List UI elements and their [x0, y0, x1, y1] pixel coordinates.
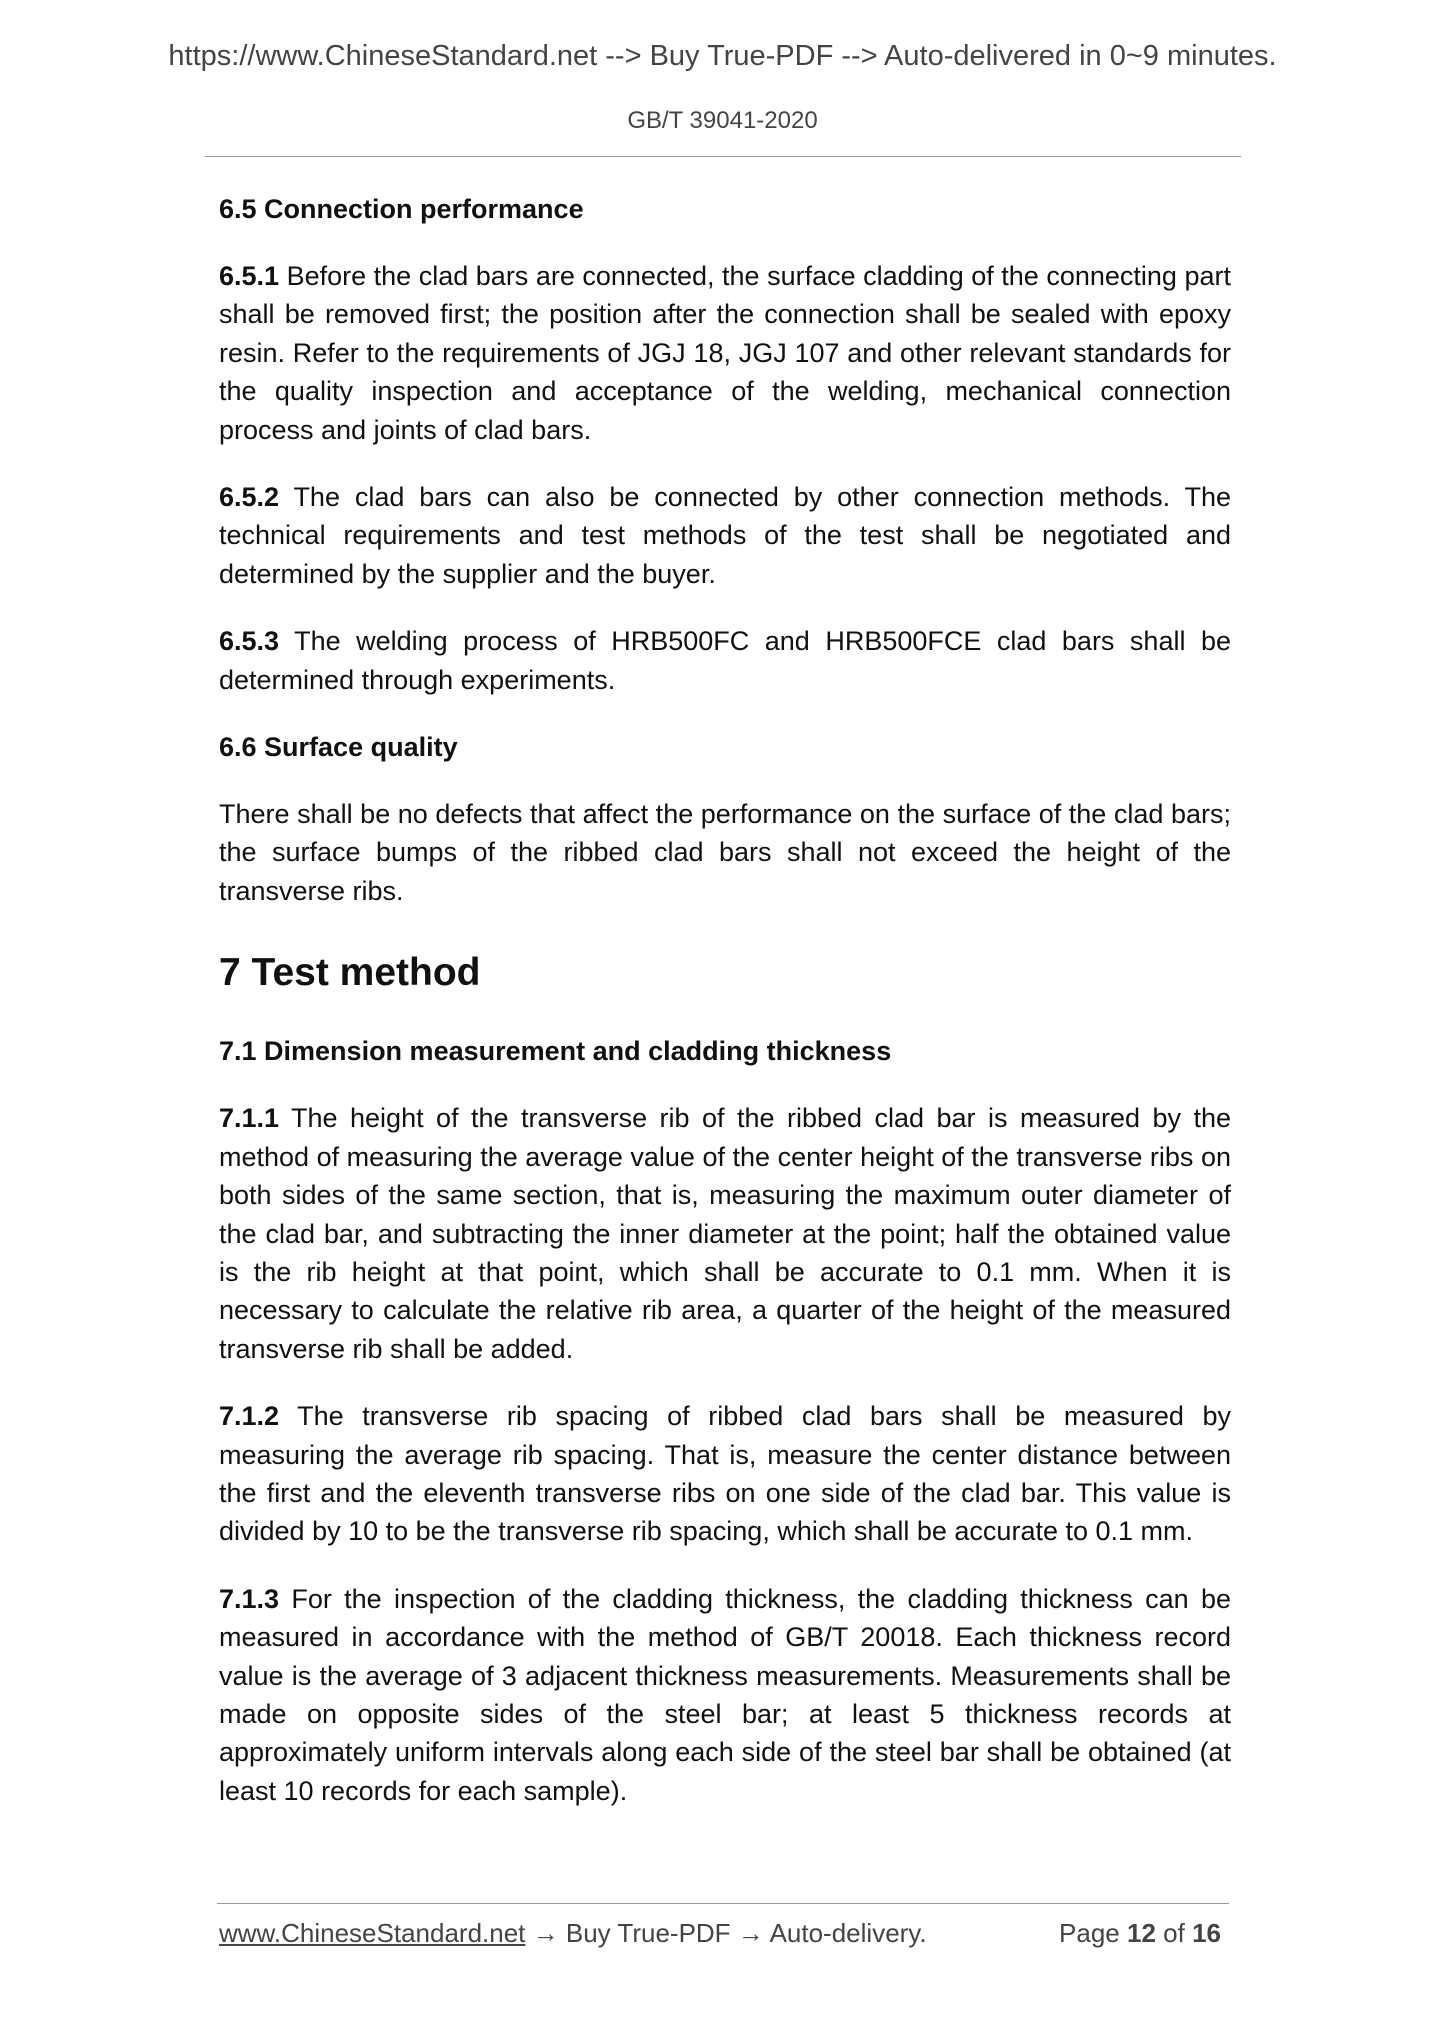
clause-number: 7.1.3: [219, 1583, 280, 1614]
clause-6-5-2: [219, 478, 1231, 593]
clause-7-1-2: [219, 1397, 1231, 1551]
clause-text: Before the clad bars are connected, the surface cladding of the connecting part shall be removed first; the position after the connection shall be sealed with epoxy resin. Refer to the requirements of JGJ 18, JGJ 107 and other relevant standards for the quality inspection and acceptance of the welding, mechanical connection process and joints of clad bars.: [219, 261, 1231, 445]
clause-7-1-1: [219, 1099, 1231, 1368]
clause-text: The welding process of HRB500FC and HRB500FCE clad bars shall be determined through experiments.: [219, 626, 1231, 695]
clause-6-5-1: [219, 257, 1231, 449]
footer-site-link[interactable]: www.ChineseStandard.net: [219, 1918, 526, 1948]
clause-number: 6.5.2: [219, 482, 280, 513]
total-pages: 16: [1192, 1918, 1221, 1948]
clause-text: The height of the transverse rib of the ribbed clad bar is measured by the method of measuring the average value of the center height of the transverse ribs on both sides of the same section, that is, measuring the maximum outer diameter of the clad bar, and subtracting the inner diameter at the point; half the obtained value is the rib height at that point, which shall be accurate to 0.1 mm. When it is necessary to calculate the relative rib area, a quarter of the height of the measured transverse rib shall be added.: [219, 1103, 1231, 1364]
clause-text: For the inspection of the cladding thickness, the cladding thickness can be measured in accordance with the method of GB/T 20018. Each thickness record value is the average of 3 adjacent thickness measurements. Measurements shall be made on opposite sides of the steel bar; at least 5 thickness records at approximately uniform intervals along each side of the steel bar shall be obtained (at least 10 records for each sample).: [219, 1583, 1231, 1806]
page-number: 12: [1127, 1918, 1156, 1948]
section-6-6-heading: 6.6 Surface quality: [219, 732, 458, 763]
surface-quality-text: There shall be no defects that affect the performance on the surface of the clad bars; the surface bumps of the ribbed clad bars shall not exceed the height of the transverse ribs.: [219, 799, 1231, 906]
clause-number: 7.1.2: [219, 1401, 280, 1432]
page-footer: [219, 1918, 1231, 1949]
clause-number: 7.1.1: [219, 1103, 280, 1134]
clause-6-5-3: [219, 622, 1231, 699]
clause-text: The transverse rib spacing of ribbed clad bars shall be measured by measuring the average rib spacing. That is, measure the center distance between the first and the eleventh transverse ribs on one side of the clad bar. This value is divided by 10 to be the transverse rib spacing, which shall be accurate to 0.1 mm.: [219, 1401, 1231, 1547]
clause-number: 6.5.3: [219, 626, 280, 657]
section-7-1-heading: 7.1 Dimension measurement and cladding thickness: [219, 1036, 892, 1067]
section-6-5-heading: 6.5 Connection performance: [219, 194, 584, 224]
page-label: Page: [1059, 1918, 1120, 1948]
clause-number: 6.5.1: [219, 261, 280, 291]
page-content: [219, 190, 1231, 1810]
clause-text: The clad bars can also be connected by other connection methods. The technical requirements and test methods of the test shall be negotiated and determined by the supplier and the buyer.: [219, 482, 1231, 589]
page-indicator: [1059, 1918, 1221, 1949]
clause-7-1-3: [219, 1580, 1231, 1810]
chapter-7-heading: 7 Test method: [219, 951, 481, 995]
standard-code: GB/T 39041-2020: [627, 107, 818, 134]
footer-tagline: → Buy True-PDF → Auto-delivery.: [525, 1918, 927, 1948]
header-divider: [205, 156, 1241, 157]
footer-divider: [217, 1903, 1229, 1904]
of-label: of: [1163, 1918, 1185, 1948]
top-banner: https://www.ChineseStandard.net --> Buy True-PDF --> Auto-delivered in 0~9 minutes.: [168, 40, 1277, 72]
